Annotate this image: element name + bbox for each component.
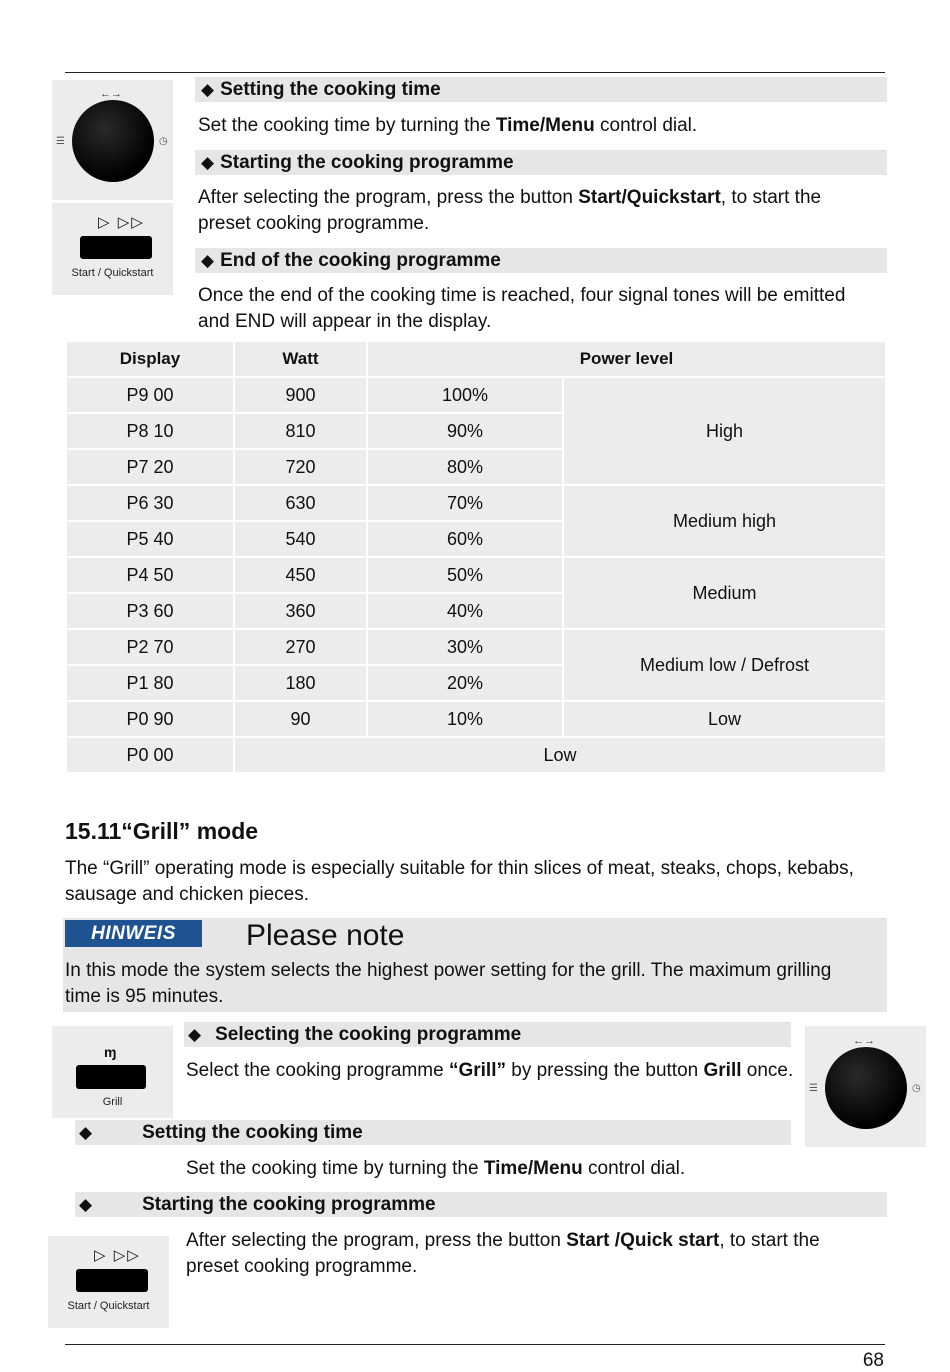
cell-level: Medium high [563,485,886,557]
top-rule [65,72,885,73]
text: Select the cooking programme [186,1060,449,1081]
text: After selecting the program, press the button [186,1230,567,1251]
table-row [66,557,886,593]
cell-display: P4 50 [66,557,234,593]
section-title: Setting the cooking time [142,1122,363,1143]
rotate-arrows-icon: ←→ [100,88,122,100]
grill-intro-paragraph: The “Grill” operating mode is especially suitable for thin slices of meat, steaks, chops, kebabs, sausage and chicken pieces. [65,858,854,905]
paragraph-starting [198,185,878,237]
cell-percent: 50% [367,557,563,593]
bold-text: Start/Quickstart [578,187,721,208]
cell-display: P7 20 [66,449,234,485]
paragraph-setting-time-grill [186,1156,796,1182]
bold-text: “Grill” [448,1060,506,1081]
hinweis-badge: HINWEIS [65,920,202,947]
diamond-icon: ◆ [201,153,215,172]
start-quickstart-label: Start / Quickstart [71,267,154,279]
section-title: Starting the cooking programme [142,1194,436,1215]
section-bar-end [195,248,887,273]
cell-display: P0 00 [66,737,234,773]
bold-text: Start /Quick start [566,1230,720,1251]
cell-percent: 90% [367,413,563,449]
time-menu-dial[interactable] [825,1047,907,1129]
cell-percent: 70% [367,485,563,521]
cell-level: Medium [563,557,886,629]
text: once. [741,1060,794,1081]
time-menu-dial[interactable] [72,100,154,182]
cell-display: P0 90 [66,701,234,737]
header-display: Display [66,341,234,377]
diamond-icon: ◆ [79,1123,93,1142]
cell-display: P8 10 [66,413,234,449]
cell-display: P6 30 [66,485,234,521]
cell-level: Medium low / Defrost [563,629,886,701]
section-bar-setting-time [195,77,887,102]
text: , to start the preset cooking programme. [186,1230,820,1277]
table-row [66,629,886,665]
note-text: In this mode the system selects the highest power setting for the grill. The maximum grilling time is 95 minutes. [65,960,832,1007]
cell-watt: 180 [234,665,367,701]
play-fast-forward-icon: ▷ ▷▷ [98,214,145,231]
start-quickstart-panel [52,203,173,295]
cell-percent: 20% [367,665,563,701]
diamond-icon: ◆ [201,251,215,270]
cell-watt: 450 [234,557,367,593]
cell-percent: 100% [367,377,563,413]
grill-button-panel [52,1026,173,1118]
table-row [66,737,886,773]
paragraph-setting-time [198,113,878,139]
text: control dial. [582,1158,686,1179]
grill-mode-heading: 15.11“Grill” mode [65,818,259,844]
grill-button[interactable] [76,1065,146,1089]
cell-display: P1 80 [66,665,234,701]
table-header-row [66,341,886,377]
text: After selecting the program, press the button [198,187,579,208]
header-power-level: Power level [367,341,886,377]
cell-watt: 900 [234,377,367,413]
cell-watt: 540 [234,521,367,557]
cell-level: High [563,377,886,485]
cell-percent: 60% [367,521,563,557]
section-title: Starting the cooking programme [220,152,514,173]
cell-percent: 80% [367,449,563,485]
page-number: 68 [862,1350,884,1371]
grill-button-label: Grill [102,1096,123,1108]
time-menu-dial-panel [52,80,173,200]
table-row [66,377,886,413]
bold-text: Grill [703,1060,742,1081]
paragraph-selecting [186,1058,796,1084]
diamond-icon: ◆ [188,1025,202,1044]
time-menu-dial-panel-right [805,1026,926,1147]
clock-icon: ◷ [912,1083,921,1094]
start-quickstart-button[interactable] [80,236,152,259]
cell-watt: 360 [234,593,367,629]
rotate-arrows-icon: ←→ [853,1035,875,1047]
cell-watt: 810 [234,413,367,449]
header-watt: Watt [234,341,367,377]
cell-watt: 270 [234,629,367,665]
table-row [66,701,886,737]
cell-watt: 90 [234,701,367,737]
section-bar-starting [195,150,887,175]
bold-text: Time/Menu [483,1158,583,1179]
bold-text: Time/Menu [495,115,595,136]
section-title: Selecting the cooking programme [215,1024,522,1045]
cell-watt: 720 [234,449,367,485]
menu-icon: ☰ [56,136,65,147]
paragraph-end: Once the end of the cooking time is reached, four signal tones will be emitted and END will appear in the display. [198,285,846,332]
cell-level: Low [563,701,886,737]
start-quickstart-label: Start / Quickstart [67,1300,150,1312]
play-fast-forward-icon: ▷ ▷▷ [94,1247,141,1264]
section-bar-setting-time-grill [75,1120,791,1145]
diamond-icon: ◆ [79,1195,93,1214]
cell-display: P3 60 [66,593,234,629]
cell-percent: 10% [367,701,563,737]
start-quickstart-panel-bottom [48,1236,169,1328]
bottom-rule [65,1344,885,1345]
section-bar-selecting [184,1022,791,1047]
start-quickstart-button[interactable] [76,1269,148,1292]
cell-display: P2 70 [66,629,234,665]
power-level-table [65,340,887,774]
text: Set the cooking time by turning the [198,115,496,136]
note-title: Please note [246,919,405,952]
text: by pressing the button [505,1060,704,1081]
paragraph-starting-grill [186,1228,876,1280]
text: Set the cooking time by turning the [186,1158,484,1179]
cell-level-combined: Low [234,737,886,773]
note-box [63,918,887,1012]
diamond-icon: ◆ [201,80,215,99]
section-bar-starting-grill [75,1192,887,1217]
cell-display: P9 00 [66,377,234,413]
cell-watt: 630 [234,485,367,521]
text: , to start the preset cooking programme. [198,187,822,234]
cell-percent: 40% [367,593,563,629]
table-row [66,485,886,521]
text: control dial. [594,115,698,136]
clock-icon: ◷ [159,136,168,147]
section-title: End of the cooking programme [220,250,501,271]
cell-percent: 30% [367,629,563,665]
cell-display: P5 40 [66,521,234,557]
section-title: Setting the cooking time [220,79,441,100]
menu-icon: ☰ [809,1083,818,1094]
grill-icon: ɱ [104,1044,117,1060]
